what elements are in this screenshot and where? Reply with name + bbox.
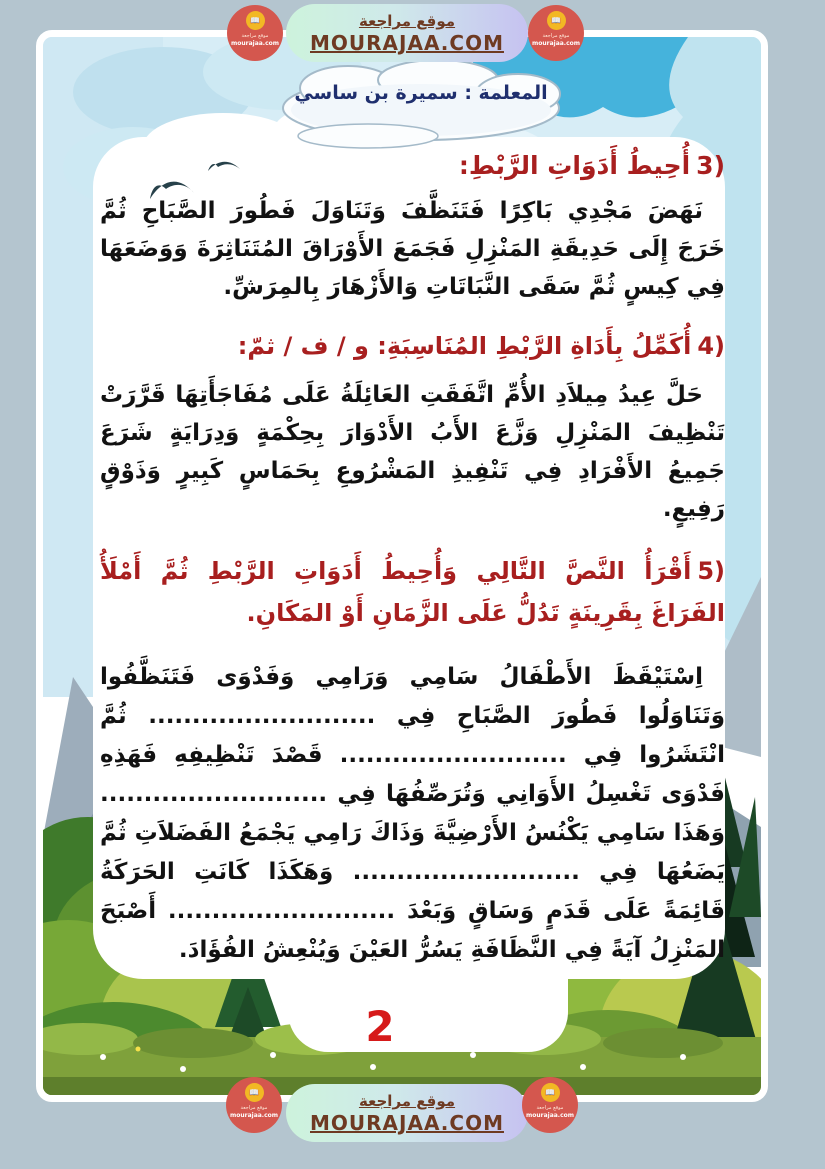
- worksheet-content: [100, 148, 725, 970]
- site-logo-badge: [226, 1077, 282, 1133]
- badge-text-domain: mourajaa.com: [525, 1112, 575, 1119]
- site-logo-badge: [528, 5, 584, 61]
- site-domain: MOURAJAA.COM: [310, 31, 504, 55]
- exercise-5-text: اِسْتَيْقَظَ الأَطْفَالُ سَامِي وَرَامِي وَفَدْوَى فَتَنَظَّفُوا وَتَنَاوَلُوا فَطُورَ الصَّبَاحِ فِي .......................... ثُمَّ انْتَشَرُوا فِي .......................... قَصْدَ تَنْظِيفِهِ فَهَذِهِ فَدْوَى تَغْسِلُ الأَوَانِي وَتُرَصِّفُهَا فِي .......................... وَهَذَا سَامِي يَكْنُسُ الأَرْضِيَّةَ وَذَاكَ رَامِي يَجْمَعُ الفَضَلاَتِ ثُمَّ يَضَعُهَا فِي .......................... وَهَكَذَا كَانَتِ الحَرَكَةُ قَائِمَةً عَلَى قَدَمٍ وَسَاقٍ وَبَعْدَ .......................... أَصْبَحَ المَنْزِلُ آيَةً فِي النَّظَافَةِ يَسُرُّ العَيْنَ وَيُنْعِشُ الفُؤَادَ.: [100, 664, 725, 963]
- badge-text-domain: mourajaa.com: [230, 40, 280, 47]
- badge-text-domain: mourajaa.com: [531, 40, 581, 47]
- exercise-4-text: حَلَّ عِيدُ مِيلاَدِ الأُمِّ اتَّفَقَتِ العَائِلَةُ عَلَى مُفَاجَأَتِهَا قَرَّرَتْ تَنْظِيفَ المَنْزِلِ وَزَّعَ الأَبُ الأَدْوَارَ بِحِكْمَةٍ وَدِرَايَةٍ شَرَعَ جَمِيعُ الأَفْرَادِ فِي تَنْفِيذِ المَشْرُوعِ بِحَمَاسٍ كَبِيرٍ وَذَوْقٍ رَفِيعٍ.: [100, 382, 725, 522]
- site-link-footer[interactable]: [286, 1084, 528, 1142]
- exercise-3-title: [100, 148, 725, 184]
- exercise-3-text: نَهَضَ مَجْدِي بَاكِرًا فَتَنَظَّفَ وَتَنَاوَلَ فَطُورَ الصَّبَاحِ ثُمَّ خَرَجَ إِلَى حَدِيقَةِ المَنْزِلِ فَجَمَعَ الأَوْرَاقَ المُتَنَاثِرَةَ وَوَضَعَهَا فِي كِيسٍ ثُمَّ سَقَى النَّبَاتَاتِ وَالأَزْهَارَ بِالمِرَشِّ.: [100, 198, 725, 300]
- page-number: 2: [365, 1002, 395, 1051]
- exercise-4-title: [100, 328, 725, 364]
- site-name-arabic-footer: موقع مراجعة: [358, 1092, 456, 1110]
- badge-text-ar: موقع مراجعة: [536, 1105, 564, 1111]
- exercise-4-number: 4): [697, 332, 725, 360]
- book-icon: 📖: [541, 1083, 560, 1102]
- site-link-header[interactable]: [286, 4, 528, 62]
- exercise-3-title-text: أُحِيطُ أَدَوَاتِ الرَّبْطِ:: [458, 151, 691, 180]
- worksheet-card: [36, 30, 768, 1102]
- badge-text-ar: موقع مراجعة: [241, 33, 269, 39]
- badge-text-ar: موقع مراجعة: [240, 1105, 268, 1111]
- exercise-4-title-text: أُكَمِّلُ بِأَدَاةِ الرَّبْطِ المُنَاسِبَةِ: و / ف / ثمّ:: [237, 332, 692, 360]
- exercise-5-title-text: أَقْرَأُ النَّصَّ التَّالِي وَأُحِيطُ أَدَوَاتِ الرَّبْطِ ثُمَّ أَمْلَأُ الفَرَاغَ بِقَرِينَةٍ تَدُلُّ عَلَى الزَّمَانِ أَوْ المَكَانِ.: [100, 557, 725, 627]
- book-icon: 📖: [245, 1083, 264, 1102]
- exercise-5-number: 5): [697, 557, 725, 585]
- teacher-name-label: المعلمة : سميرة بن ساسي: [294, 82, 548, 104]
- book-icon: 📖: [547, 11, 566, 30]
- badge-text-ar: موقع مراجعة: [542, 33, 570, 39]
- site-domain-footer: MOURAJAA.COM: [310, 1111, 504, 1135]
- exercise-3-number: 3): [696, 151, 725, 180]
- badge-text-domain: mourajaa.com: [229, 1112, 279, 1119]
- book-icon: 📖: [246, 11, 265, 30]
- exercise-5-title: [100, 550, 725, 634]
- site-logo-badge: [522, 1077, 578, 1133]
- site-logo-badge: [227, 5, 283, 61]
- site-name-arabic: موقع مراجعة: [358, 12, 456, 30]
